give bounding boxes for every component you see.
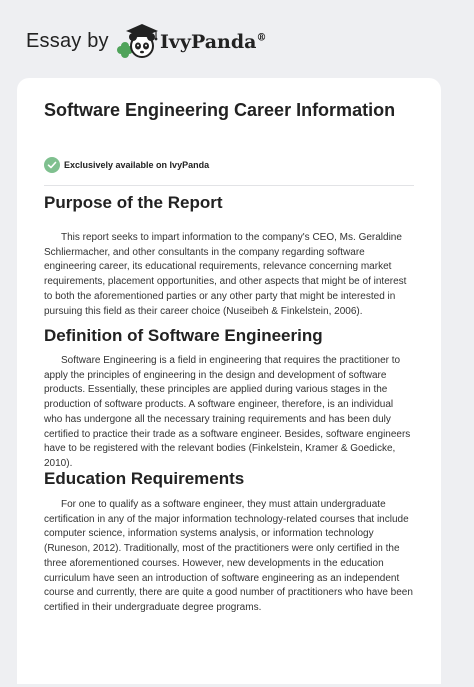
section-heading-education: Education Requirements bbox=[44, 469, 245, 488]
registered-mark: ® bbox=[256, 32, 267, 44]
divider bbox=[44, 185, 414, 186]
panda-logo-icon[interactable] bbox=[116, 22, 160, 60]
section-text-education: For one to qualify as a software engineer, they must attain undergraduate certification in any of the major information technology-related courses that include computer science, information systems analysis, or information technology (Runeson, 2012). Traditionally, most of the practitioners were only certified in the three aforementioned courses. However, new developments in the education curriculum have seen an introduction of software engineering as an independent course and currently, there are quite a good number of practitioners who have been certified in their undergraduate degree programs. bbox=[44, 499, 413, 613]
section-text-purpose: This report seeks to impart information to the company's CEO, Ms. Geraldine Schliermacher, and other consultants in the company regarding software engineering career, its educational requirements, relevance concerning market requirements, placement opportunities, and other aspects that might be of interest to both the aforementioned parties or any other party that might be interested in pursuing this field as their career choice (Nuseibeh & Finkelstein, 2006). bbox=[44, 232, 407, 317]
page-title: Software Engineering Career Information bbox=[44, 100, 396, 120]
site-header bbox=[0, 0, 474, 72]
section-heading-purpose: Purpose of the Report bbox=[44, 193, 223, 212]
essay-card bbox=[17, 78, 441, 684]
section-heading-definition: Definition of Software Engineering bbox=[44, 326, 323, 345]
section-text-definition: Software Engineering is a field in engineering that requires the practitioner to apply the principles of engineering in the design and development of software products. Essentially, these principles are applied during various stages in the production of software products. A software engineer, therefore, is an individual who has undergone all the necessary training requirements and has been duly certified to practice their trade as a software engineer. Besides, software engineers have to be registered with the relevant bodies (Finkelstein, Kramer & Goedicke, 2010). bbox=[44, 355, 411, 469]
brand-name[interactable] bbox=[160, 31, 266, 53]
brand-name-text: IvyPanda bbox=[160, 31, 257, 53]
essay-by-label: Essay by bbox=[26, 30, 109, 52]
badge-text: Exclusively available on IvyPanda bbox=[64, 160, 210, 170]
check-circle-icon bbox=[44, 157, 60, 173]
exclusive-badge bbox=[44, 156, 209, 174]
